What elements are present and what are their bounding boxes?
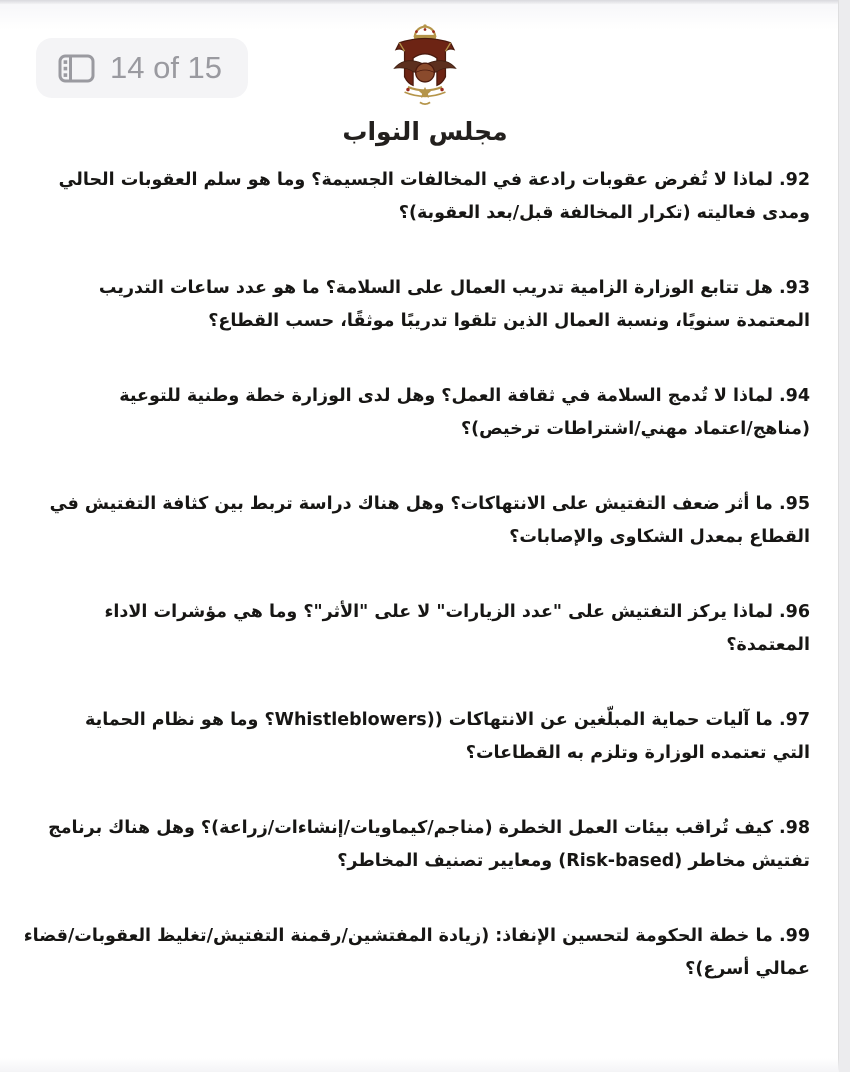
question-line: (مناهج/اعتماد مهني/اشتراطات ترخيص)؟ xyxy=(461,419,810,439)
question-95 xyxy=(49,488,810,554)
question-line: 93. هل تتابع الوزارة الزامية تدريب العمال على السلامة؟ ما هو عدد ساعات التدريب xyxy=(98,278,810,298)
question-line: المعتمدة؟ xyxy=(726,635,810,655)
question-line: عمالي أسرع)؟ xyxy=(685,959,810,979)
question-line: 92. لماذا لا تُفرض عقوبات رادعة في المخالفات الجسيمة؟ وما هو سلم العقوبات الحالي xyxy=(58,170,810,190)
question-94 xyxy=(70,380,810,446)
question-line: التي تعتمده الوزارة وتلزم به القطاعات؟ xyxy=(465,743,810,763)
jordan-coat-of-arms-emblem xyxy=(382,24,468,120)
questions-list xyxy=(23,164,810,1028)
page-indicator-label: 14 of 15 xyxy=(110,50,223,85)
question-line: تفتيش مخاطر (Risk-based) ومعايير تصنيف المخاطر؟ xyxy=(337,851,810,871)
question-96 xyxy=(70,596,810,662)
question-97 xyxy=(70,704,810,770)
page-thumbnails-icon xyxy=(58,54,95,83)
scan-right-edge xyxy=(838,0,850,1072)
page-indicator-badge[interactable] xyxy=(36,38,248,98)
question-93 xyxy=(70,272,810,338)
question-line: 94. لماذا لا تُدمج السلامة في ثقافة العمل؟ وهل لدى الوزارة خطة وطنية للتوعية xyxy=(119,386,810,406)
scan-bottom-shade xyxy=(0,1058,839,1072)
question-line: 97. ما آليات حماية المبلّغين عن الانتهاكات ((Whistleblowers؟ وما هو نظام الحماية xyxy=(85,710,810,730)
question-98 xyxy=(48,812,810,878)
question-line: المعتمدة سنويًا، ونسبة العمال الذين تلقوا تدريبًا موثقًا، حسب القطاع؟ xyxy=(208,311,810,331)
question-92 xyxy=(58,164,810,230)
question-line: 95. ما أثر ضعف التفتيش على الانتهاكات؟ وهل هناك دراسة تربط بين كثافة التفتيش في xyxy=(49,494,810,514)
question-line: ومدى فعاليته (تكرار المخالفة قبل/بعد العقوبة)؟ xyxy=(398,203,810,223)
question-line: القطاع بمعدل الشكاوى والإصابات؟ xyxy=(509,527,810,547)
question-line: 96. لماذا يركز التفتيش على "عدد الزيارات" لا على "الأثر"؟ وما هي مؤشرات الاداء xyxy=(104,602,810,622)
question-99 xyxy=(23,920,810,986)
question-line: 98. كيف تُراقب بيئات العمل الخطرة (مناجم/كيماويات/إنشاءات/زراعة)؟ وهل هناك برنامج xyxy=(48,818,810,838)
question-line: 99. ما خطة الحكومة لتحسين الإنفاذ: (زيادة المفتشين/رقمنة التفتيش/تغليظ العقوبات/قضاء xyxy=(23,926,810,946)
parliament-calligraphy: مجلس النواب xyxy=(342,117,508,146)
